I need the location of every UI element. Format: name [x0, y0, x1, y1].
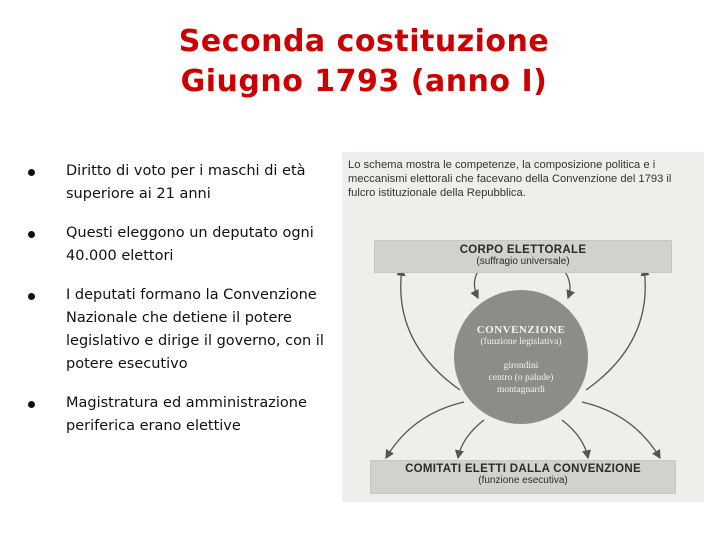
title-line-1: Seconda costituzione — [178, 24, 550, 59]
bullet-dot-icon — [28, 293, 35, 300]
bottom-box-title: COMITATI ELETTI DALLA CONVENZIONE — [405, 463, 641, 475]
group-montagnardi: montagnardi — [496, 385, 545, 395]
top-box-subtitle: (suffragio universale) — [476, 256, 570, 267]
bullet-item — [22, 222, 334, 268]
bullet-item — [22, 284, 334, 376]
bullet-list — [22, 160, 334, 454]
arrow-far-right-up — [586, 268, 645, 390]
arrow-out-1 — [386, 402, 464, 458]
circle-subtitle: (funzione legislativa) — [480, 337, 562, 347]
arrow-out-2 — [458, 420, 484, 458]
bottom-box-comitati — [370, 460, 676, 494]
diagram-caption: Lo schema mostra le competenze, la composizione politica e i meccanismi elettorali che facevano della Convenzione del 1793 il fulcro istituzionale della Repubblica. — [348, 159, 672, 199]
slide-title — [120, 22, 608, 102]
circle-title: CONVENZIONE — [476, 324, 566, 336]
bullet-text: Diritto di voto per i maschi di età superiore ai 21 anni — [66, 163, 306, 202]
bullet-item — [22, 160, 334, 206]
title-line-2: Giugno 1793 (anno I) — [180, 64, 548, 99]
arrow-out-4 — [582, 402, 660, 458]
bullet-item — [22, 392, 334, 438]
group-girondini: girondini — [503, 361, 539, 371]
bullet-text: Magistratura ed amministrazione periferica erano elettive — [66, 395, 307, 434]
scanned-diagram — [342, 152, 704, 502]
bullet-dot-icon — [28, 231, 35, 238]
bullet-dot-icon — [28, 401, 35, 408]
bullet-text: Questi eleggono un deputato ogni 40.000 elettori — [66, 225, 314, 264]
arrow-far-left-up — [401, 268, 460, 390]
convenzione-circle — [454, 290, 588, 424]
bullet-text: I deputati formano la Convenzione Nazionale che detiene il potere legislativo e dirige il governo, con il potere esecutivo — [66, 287, 324, 372]
bottom-box-subtitle: (funzione esecutiva) — [478, 475, 568, 486]
group-centro: centro (o palude) — [488, 373, 554, 383]
circle-groups — [454, 360, 588, 396]
top-box-title: CORPO ELETTORALE — [459, 244, 587, 256]
arrow-out-3 — [562, 420, 588, 458]
top-box-corpo-elettorale — [374, 240, 672, 273]
bullet-dot-icon — [28, 169, 35, 176]
